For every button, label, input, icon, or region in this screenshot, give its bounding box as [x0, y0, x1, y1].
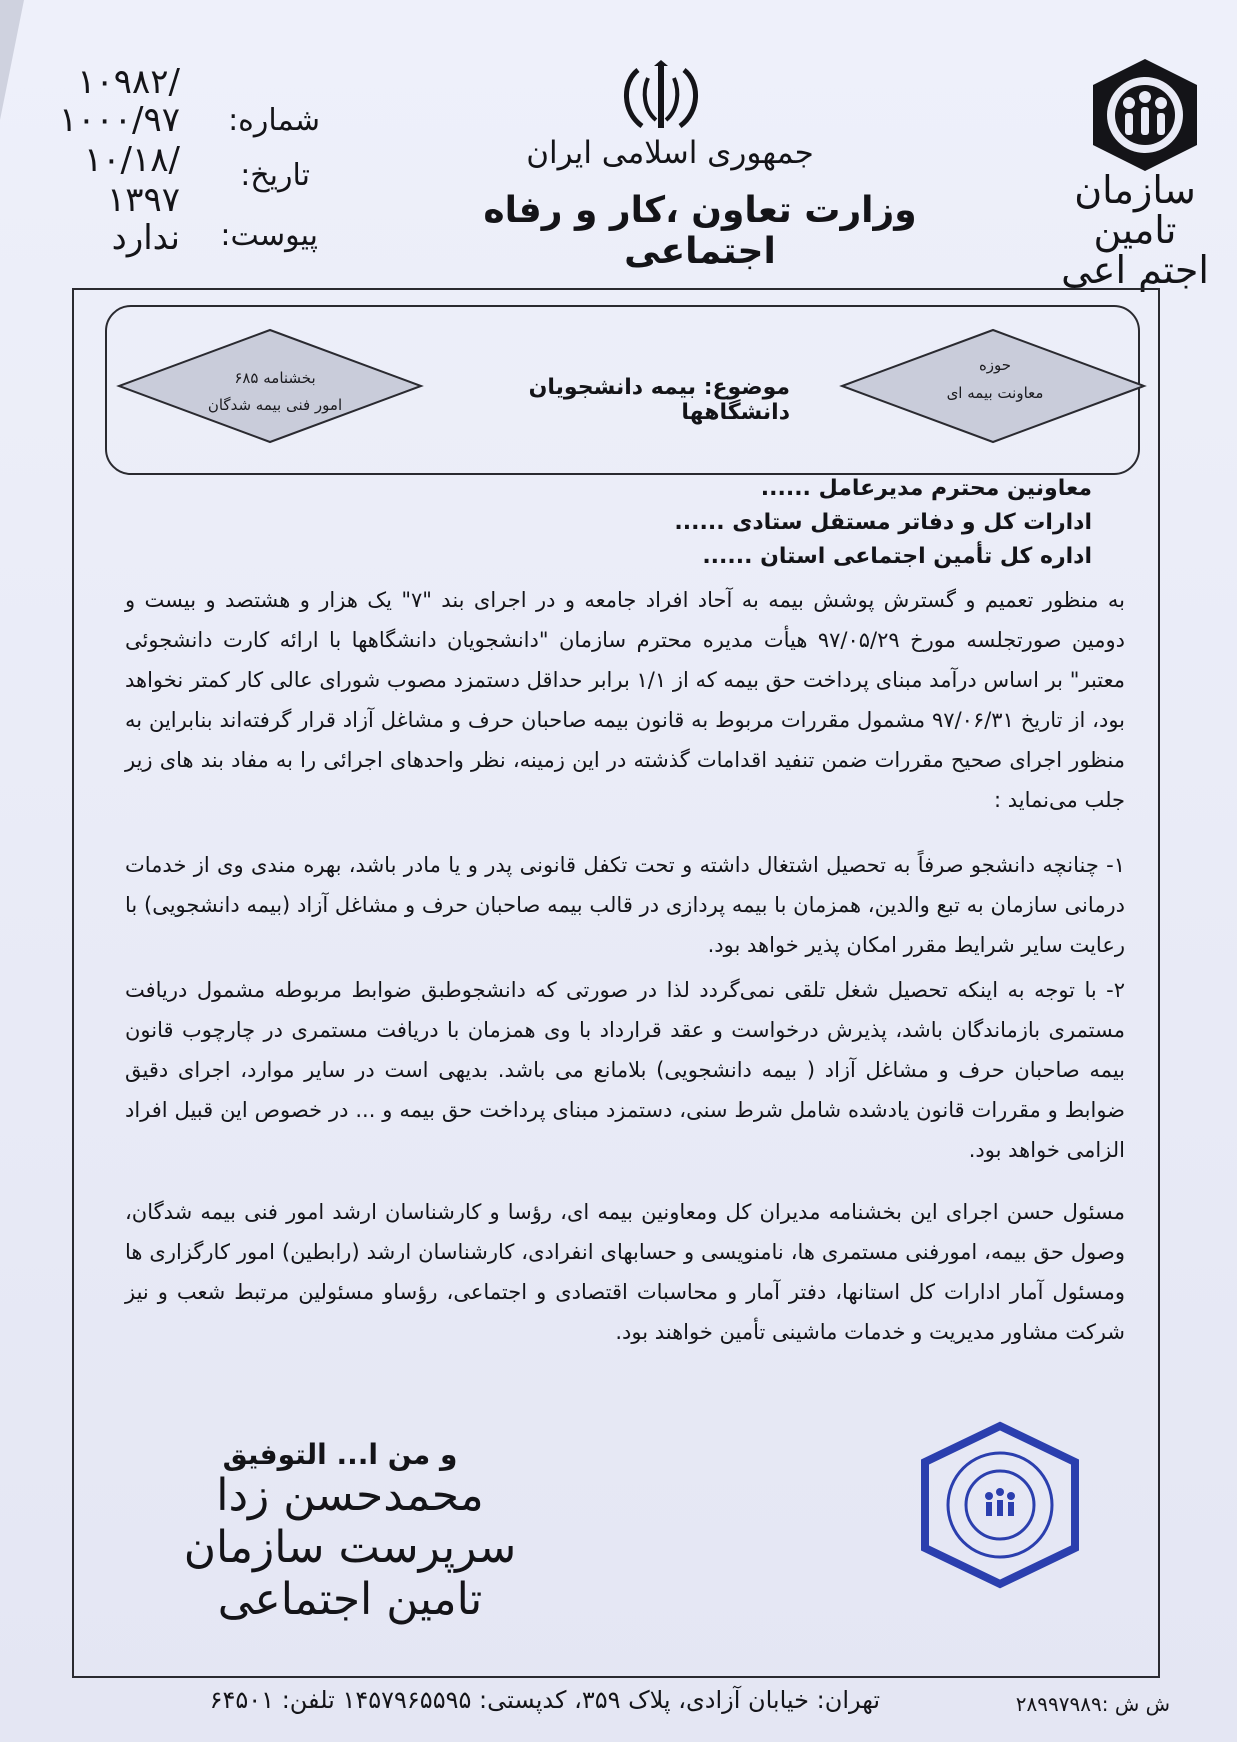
clause-1: ۱- چنانچه دانشجو صرفاً به تحصیل اشتغال داشته و تحت تکفل قانونی پدر و یا مادر باشد، بهره مندی وی از خدمات درمانی سازمان به تبع والدین، همزمان با بیمه پردازی در قالب بیمه صاحبان حرف و مشاغل آزاد (بیمه دانشجویی) با رعایت سایر شرایط مقرر امکان پذیر خواهد بود.: [125, 853, 1125, 957]
footer-serial: ش ش :۲۸۹۹۷۹۸۹: [1015, 1692, 1170, 1716]
attachment-value: ندارد: [111, 218, 180, 258]
responsibility-paragraph: مسئول حسن اجرای این بخشنامه مدیران کل ومعاونین بیمه ای، رؤسا و کارشناسان ارشد امور فنی بیمه شدگان، وصول حق بیمه، امورفنی مستمری ها، نامنویسی و حسابهای انفرادی، کارشناسان ارشد (رابطین) امور کارگزاری ها ومسئول آمار ادارات کل استانها، دفتر آمار و محاسبات اقتصادی و اجتماعی، رؤساو مسئولین مرتبط شعب و نیز شرکت مشاور مدیریت و خدمات ماشینی تأمین خواهند بود.: [125, 1200, 1125, 1344]
logo-text: سازمان تامین اجتم اعی: [1061, 168, 1209, 292]
clause-2: ۲- با توجه به اینکه تحصیل شغل تلقی نمی‌گردد لذا در صورتی که دانشجوطبق ضوابط مربوطه مشمول دریافت مستمری بازماندگان باشد، پذیرش درخواست و عقد قرارداد با وی همزمان با دریافت مستمری در چارچوب قانون بیمه صاحبان حرف و مشاغل آزاد ( بیمه دانشجویی) بلامانع می باشد. بدیهی است در سایر موارد، اجرای دقیق ضوابط و مقررات قانون یادشده شامل شرط سنی، دستمزد مبنای پرداخت حق بیمه و ... در خصوص این قبیل افراد الزامی خواهد بود.: [125, 978, 1125, 1162]
signer-name: محمدحسن زدا: [216, 1470, 484, 1521]
date-value-2: ۱۳۹۷: [106, 180, 180, 220]
department-line-1: حوزه: [978, 356, 1012, 374]
department-line-2: معاونت بیمه ای: [946, 384, 1044, 402]
signer-title-1: سرپرست سازمان: [183, 1522, 517, 1573]
number-label: شماره:: [228, 103, 320, 138]
attachment-label: پیوست:: [220, 218, 318, 253]
number-value-2: ۱۰۰۰/۹۷: [58, 100, 180, 140]
closing-phrase: و من ا... التوفیق: [222, 1438, 458, 1471]
iran-emblem-icon: [616, 60, 706, 140]
intro-paragraph: به منظور تعمیم و گسترش پوشش بیمه به آحاد افراد جامعه و در اجرای بند "۷" یک هزار و هشتصد و بیست و دومین صورتجلسه مورخ ۹۷/۰۵/۲۹ هیأت مدیره محترم سازمان "دانشجویان دانشگاهها با ارائه کارت دانشجوئی معتبر" بر اساس درآمد مبنای پرداخت حق بیمه که از ۱/۱ برابر حداقل دستمزد مصوب شورای عالی کار کمتر نخواهد بود، از تاریخ ۹۷/۰۶/۳۱ مشمول مقررات مربوط به قانون بیمه صاحبان حرف و مشاغل آزاد قرار گرفته‌اند بنابراین به منظور اجرای صحیح مقررات ضمن تنفید اقدامات گذشته در این زمینه، نظر واحدهای اجرائی را به مفاد بند های زیر جلب می‌نماید :: [125, 588, 1126, 812]
date-label: تاریخ:: [240, 158, 310, 193]
office-stamp-icon: [915, 1420, 1085, 1590]
signer-title-2: تامین اجتماعی: [217, 1574, 483, 1625]
addressee-1: معاونین محترم مدیرعامل ......: [760, 476, 1092, 501]
social-security-logo-icon: [1085, 55, 1205, 175]
ministry-name: وزارت تعاون ،کار و رفاه اجتماعی: [483, 190, 917, 272]
circular-number: بخشنامه ۶۸۵: [234, 369, 316, 387]
addressee-3: اداره کل تأمین اجتماعی استان ......: [702, 544, 1092, 569]
circular-department: امور فنی بیمه شدگان: [207, 396, 343, 414]
subject-title: موضوع: بیمه دانشجویان دانشگاهها: [528, 375, 790, 425]
addressee-2: ادارات کل و دفاتر مستقل ستادی ......: [674, 510, 1092, 535]
country-name: جمهوری اسلامی ایران: [526, 135, 814, 171]
number-value-1: /۱۰۹۸۲: [77, 62, 180, 102]
footer-address: تهران: خیابان آزادی، پلاک ۳۵۹، کدپستی: ۱۴۵۷۹۶۵۵۹۵ تلفن: ۶۴۵۰۱: [209, 1686, 880, 1714]
date-value-1: /۱۰/۱۸: [84, 140, 180, 180]
